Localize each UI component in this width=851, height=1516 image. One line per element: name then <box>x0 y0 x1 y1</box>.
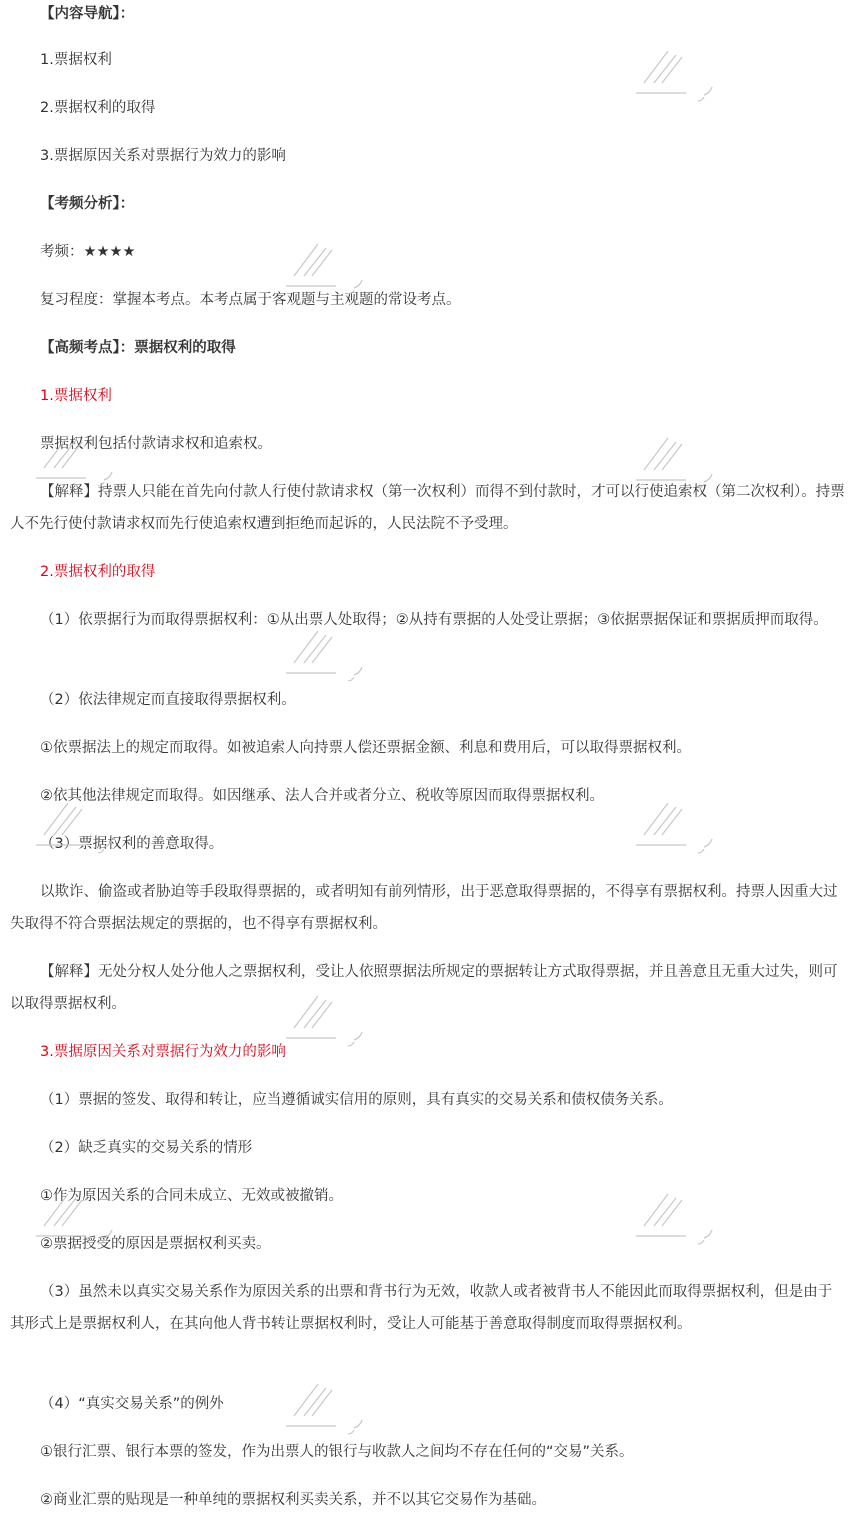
section-3-p4: ②票据授受的原因是票据权利买卖。 <box>40 1236 271 1252</box>
key-heading: 【高频考点】：票据权利的取得 <box>40 340 236 356</box>
section-2-p5: （3）票据权利的善意取得。 <box>40 836 224 852</box>
section-3-p3: ①作为原因关系的合同未成立、无效或被撤销。 <box>40 1188 343 1204</box>
section-3-p1: （1）票据的签发、取得和转让，应当遵循诚实信用的原则，具有真实的交易关系和债权债务关系。 <box>40 1092 673 1108</box>
section-2-note: 【解释】无处分权人处分他人之票据权利，受让人依照票据法所规定的票据转让方式取得票据，并且善意且无重大过失，则可以取得票据权利。 <box>10 964 838 1012</box>
section-2-title: 2.票据权利的取得 <box>40 564 156 580</box>
nav-item-2: 2.票据权利的取得 <box>40 100 156 116</box>
section-2-p2: （2）依法律规定而直接取得票据权利。 <box>40 692 296 708</box>
section-2-p1: （1）依票据行为而取得票据权利：①从出票人处取得；②从持有票据的人处受让票据；③依据票据保证和票据质押而取得。 <box>40 612 828 628</box>
section-3-p2: （2）缺乏真实的交易关系的情形 <box>40 1140 253 1156</box>
section-3-title: 3.票据原因关系对票据行为效力的影响 <box>40 1044 286 1060</box>
freq-rating: 考频：★★★★ <box>40 244 136 260</box>
section-3-p8: ②商业汇票的贴现是一种单纯的票据权利买卖关系，并不以其它交易作为基础。 <box>40 1492 546 1508</box>
freq-heading: 【考频分析】： <box>40 196 135 212</box>
nav-item-1: 1.票据权利 <box>40 52 112 68</box>
section-1-note: 【解释】持票人只能在首先向付款人行使付款请求权（第一次权利）而得不到付款时，才可以行使追索权（第二次权利）。持票人不先行使付款请求权而先行使追索权遭到拒绝而起诉的，人民法院不予受理。 <box>10 484 845 532</box>
section-3-p6: （4）“真实交易关系”的例外 <box>40 1396 224 1412</box>
freq-review: 复习程度：掌握本考点。本考点属于客观题与主观题的常设考点。 <box>40 292 461 308</box>
nav-heading: 【内容导航】： <box>40 6 135 22</box>
nav-item-3: 3.票据原因关系对票据行为效力的影响 <box>40 148 286 164</box>
section-2-p3: ①依票据法上的规定而取得。如被追索人向持票人偿还票据金额、利息和费用后，可以取得票据权利。 <box>40 740 691 756</box>
section-3-p5: （3）虽然未以真实交易关系作为原因关系的出票和背书行为无效，收款人或者被背书人不能因此而取得票据权利，但是由于其形式上是票据权利人，在其向他人背书转让票据权利时，受让人可能基于善意取得制度而取得票据权利。 <box>10 1284 833 1332</box>
section-2-p4: ②依其他法律规定而取得。如因继承、法人合并或者分立、税收等原因而取得票据权利。 <box>40 788 604 804</box>
section-1-text: 票据权利包括付款请求权和追索权。 <box>40 436 272 452</box>
section-2-p6: 以欺诈、偷盗或者胁迫等手段取得票据的，或者明知有前列情形，出于恶意取得票据的，不得享有票据权利。持票人因重大过失取得不符合票据法规定的票据的，也不得享有票据权利。 <box>10 884 838 932</box>
section-3-p7: ①银行汇票、银行本票的签发，作为出票人的银行与收款人之间均不存在任何的“交易”关系。 <box>40 1444 634 1460</box>
section-1-title: 1.票据权利 <box>40 388 112 404</box>
